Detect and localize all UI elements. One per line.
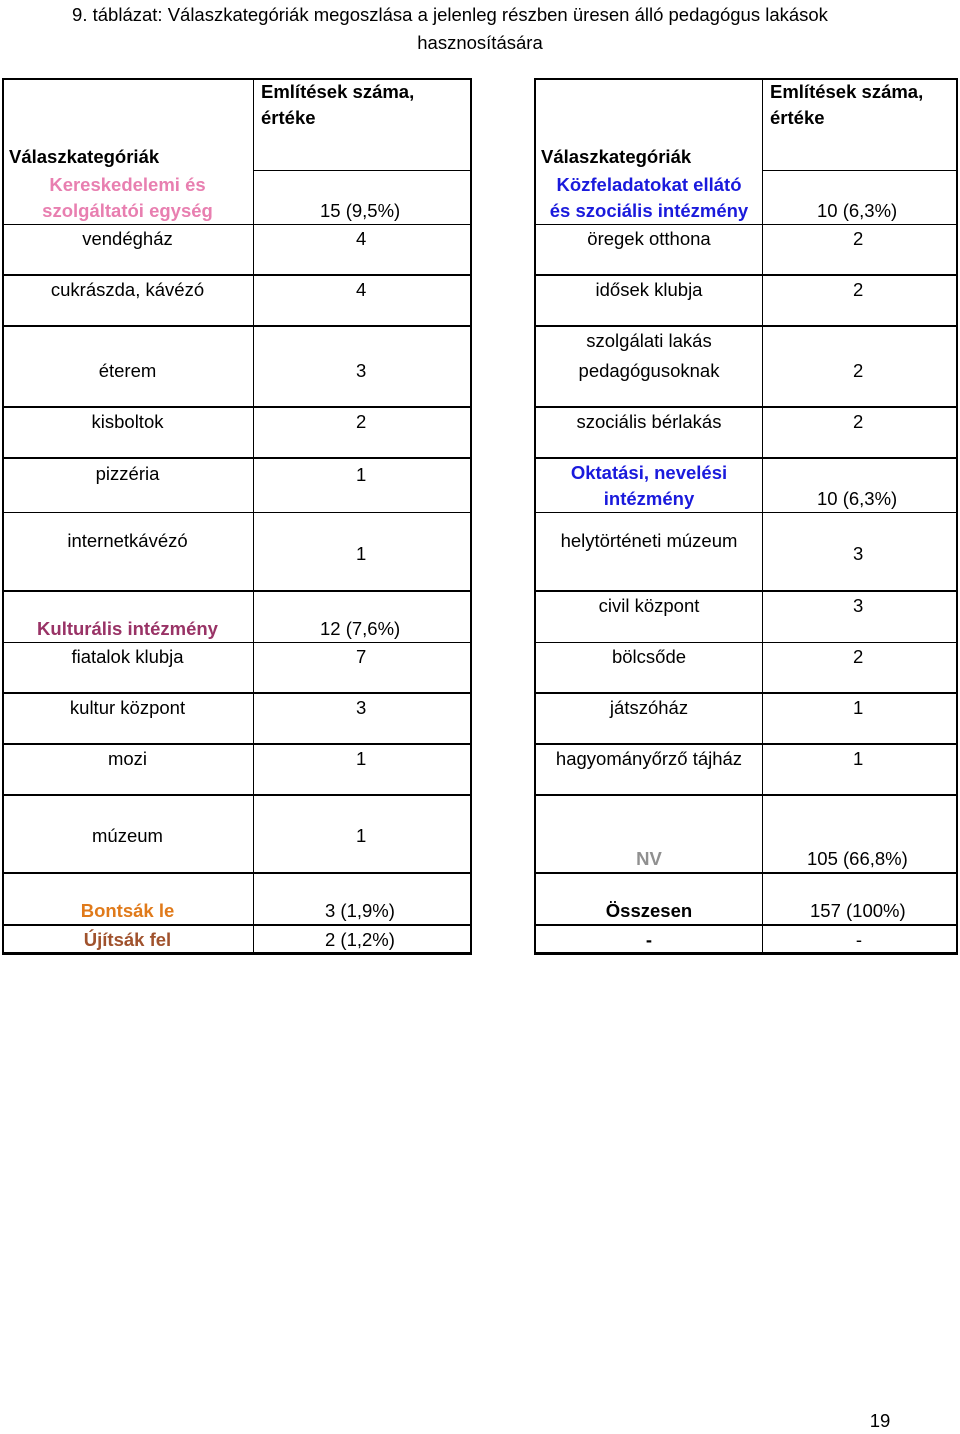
left-header-count-line2: értéke	[261, 107, 316, 128]
right-row-label: civil központ	[598, 595, 700, 616]
right-group-public-line1: Közfeladatokat ellátó	[556, 174, 742, 195]
right-group-public-line2: és szociális intézmény	[549, 200, 749, 221]
right-row-value: 1	[853, 697, 864, 718]
table-caption: 9. táblázat: Válaszkategóriák megoszlása a jelenleg részben üresen álló pedagógus lakások	[72, 4, 828, 25]
right-row-label: játszóház	[609, 697, 689, 718]
left-row-value: 1	[356, 464, 367, 485]
right-row-value: 2	[853, 646, 864, 667]
right-row-value: 2	[853, 411, 864, 432]
left-group-culture-label: Kulturális intézmény	[37, 618, 218, 639]
right-header-category: Válaszkategóriák	[541, 146, 692, 167]
left-renovate-value: 2 (1,2%)	[325, 929, 395, 950]
page-number: 19	[869, 1410, 891, 1431]
left-group-commerce-value: 15 (9,5%)	[320, 200, 401, 221]
left-row-label: kultur központ	[69, 697, 186, 718]
right-total-label: Összesen	[605, 900, 693, 921]
table-caption-continued: hasznosítására	[417, 32, 543, 53]
right-row-value: 2	[853, 279, 864, 300]
left-row-value: 4	[356, 228, 367, 249]
right-row-value: 2	[853, 228, 864, 249]
left-group-commerce-line2: szolgáltatói egység	[42, 200, 213, 221]
right-row-label: idősek klubja	[595, 279, 703, 300]
left-header-count-line1: Említések száma,	[261, 81, 415, 102]
left-row-label: cukrászda, kávézó	[50, 279, 205, 300]
right-row-label: hagyományőrző tájház	[555, 748, 743, 769]
left-row-value: 1	[356, 825, 367, 846]
right-row-label-line2: pedagógusoknak	[578, 360, 720, 381]
left-row-label: mozi	[107, 748, 148, 769]
right-dash-value: -	[855, 929, 863, 950]
left-renovate-label: Újítsák fel	[83, 929, 172, 950]
left-row-value: 1	[356, 748, 367, 769]
left-row-value: 2	[356, 411, 367, 432]
left-demolish-label: Bontsák le	[80, 900, 175, 921]
right-header-count-line1: Említések száma,	[770, 81, 924, 102]
left-group-culture-value: 12 (7,6%)	[320, 618, 401, 639]
right-total-value: 157 (100%)	[810, 900, 906, 921]
right-row-value: 3	[853, 543, 864, 564]
right-group-public-value: 10 (6,3%)	[817, 200, 898, 221]
right-row-value: 3	[853, 595, 864, 616]
left-row-label: fiatalok klubja	[71, 646, 184, 667]
left-row-value: 4	[356, 279, 367, 300]
right-row-label: öregek otthona	[587, 228, 711, 249]
left-header-category: Válaszkategóriák	[9, 146, 160, 167]
left-row-label: múzeum	[92, 825, 163, 846]
right-nv-label: NV	[636, 848, 662, 869]
left-row-label: kisboltok	[91, 411, 164, 432]
right-row-value: 2	[853, 360, 864, 381]
right-row-value: 1	[853, 748, 864, 769]
right-dash-label: -	[645, 929, 653, 950]
right-header-count-line2: értéke	[770, 107, 825, 128]
right-group-education-line1: Oktatási, nevelési	[570, 462, 728, 483]
right-row-label: helytörténeti múzeum	[560, 530, 738, 551]
right-group-education-value: 10 (6,3%)	[817, 488, 898, 509]
right-nv-value: 105 (66,8%)	[807, 848, 908, 869]
left-row-value: 7	[356, 646, 367, 667]
left-row-value: 3	[356, 360, 367, 381]
right-row-label: szociális bérlakás	[576, 411, 722, 432]
right-group-education-line2: intézmény	[603, 488, 695, 509]
left-row-label: pizzéria	[95, 463, 160, 484]
left-row-value: 1	[356, 543, 367, 564]
left-group-commerce-line1: Kereskedelemi és	[49, 174, 206, 195]
left-row-label: internetkávézó	[67, 530, 188, 551]
left-demolish-value: 3 (1,9%)	[325, 900, 395, 921]
right-row-label: bölcsőde	[611, 646, 687, 667]
right-row-label-line1: szolgálati lakás	[586, 330, 712, 351]
left-row-label: vendégház	[82, 228, 173, 249]
left-row-value: 3	[356, 697, 367, 718]
left-row-label: éterem	[98, 360, 157, 381]
